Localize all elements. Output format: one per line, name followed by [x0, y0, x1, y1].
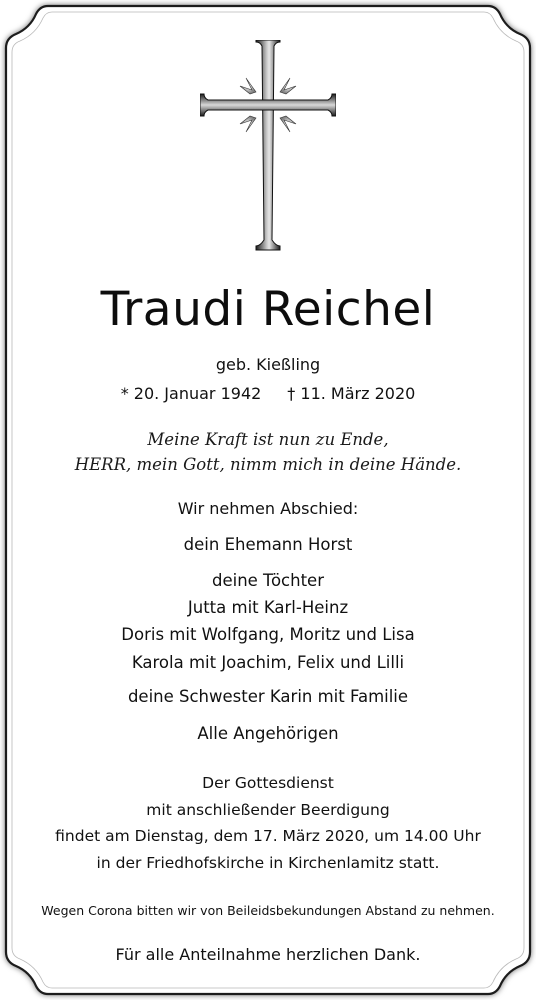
thanks-line: Für alle Anteilnahme herzlichen Dank. — [115, 945, 421, 964]
verse-line: HERR, mein Gott, nimm mich in deine Hände. — [74, 455, 462, 474]
deceased-name: Traudi Reichel — [100, 282, 436, 337]
service-line: mit anschließender Beerdigung — [146, 801, 390, 819]
mourner-line: Doris mit Wolfgang, Moritz und Lisa — [121, 625, 415, 644]
service-line: findet am Dienstag, dem 17. März 2020, um 14.00 Uhr — [55, 827, 481, 845]
corona-note: Wegen Corona bitten wir von Beileidsbekundungen Abstand zu nehmen. — [41, 903, 495, 918]
mourner-line: deine Töchter — [211, 571, 324, 590]
birth-date: * 20. Januar 1942 — [120, 384, 262, 403]
mourner-line: Jutta mit Karl-Heinz — [187, 598, 349, 617]
mourner-line: deine Schwester Karin mit Familie — [127, 687, 409, 706]
death-date: † 11. März 2020 — [287, 384, 416, 403]
farewell-heading: Wir nehmen Abschied: — [177, 499, 359, 518]
maiden-name: geb. Kießling — [215, 355, 321, 374]
life-dates — [0, 384, 536, 403]
mourner-line: dein Ehemann Horst — [183, 535, 353, 554]
verse-line: Meine Kraft ist nun zu Ende, — [147, 430, 389, 449]
service-line: Der Gottesdienst — [202, 774, 334, 792]
service-line: in der Friedhofskirche in Kirchenlamitz statt. — [96, 854, 440, 872]
mourner-line: Alle Angehörigen — [197, 724, 339, 743]
mourner-line: Karola mit Joachim, Felix und Lilli — [131, 653, 405, 672]
